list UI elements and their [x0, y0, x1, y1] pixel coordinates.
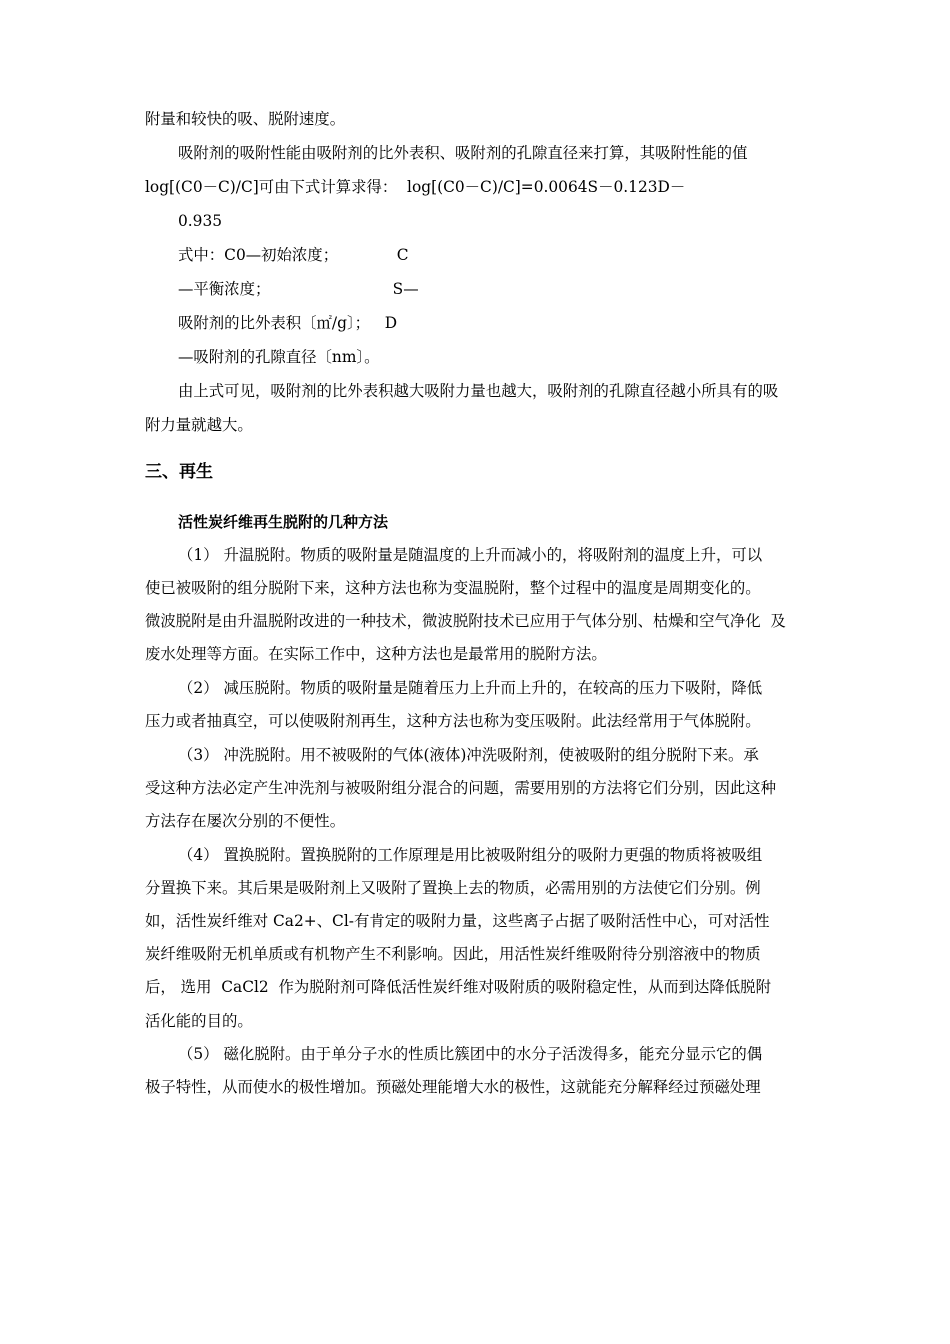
text-line: 附量和较快的吸、脱附速度。: [145, 110, 346, 128]
text-line: 方法存在屡次分别的不便性。: [145, 812, 346, 830]
text-line: 附力量就越大。: [145, 416, 253, 434]
text-line: （5） 磁化脱附。由于单分子水的性质比簇团中的水分子活泼得多，能充分显示它的偶: [178, 1045, 763, 1063]
text-line: 由上式可见，吸附剂的比外表积越大吸附力量也越大，吸附剂的孔隙直径越小所具有的吸: [178, 382, 779, 400]
text-line: 炭纤维吸附无机单质或有机物产生不利影响。因此，用活性炭纤维吸附待分别溶液中的物质: [145, 945, 761, 963]
text-line: 微波脱附是由升温脱附改进的一种技术，微波脱附技术已应用于气体分别、枯燥和空气净化 及: [145, 612, 786, 630]
text-line: 如，活性炭纤维对 Ca2+、Cl-有肯定的吸附力量，这些离子占据了吸附活性中心，可对活性: [145, 912, 770, 930]
formula-line: 0.935: [178, 212, 223, 230]
formula-line: —平衡浓度； S—: [178, 280, 419, 298]
text-line: （1） 升温脱附。物质的吸附量是随温度的上升而减小的，将吸附剂的温度上升，可以: [178, 546, 763, 564]
text-line: 分置换下来。其后果是吸附剂上又吸附了置换上去的物质，必需用别的方法使它们分别。例: [145, 879, 761, 897]
section-heading: 三、再生: [145, 462, 213, 482]
sub-heading: 活性炭纤维再生脱附的几种方法: [178, 513, 389, 531]
text-line: （2） 减压脱附。物质的吸附量是随着压力上升而上升的，在较高的压力下吸附，降低: [178, 679, 763, 697]
text-line: log[(C0－C)/C]可由下式计算求得： log[(C0－C)/C]=0.0064S－0.123D－: [145, 178, 686, 196]
text-line: 极子特性，从而使水的极性增加。预磁处理能增大水的极性，这就能充分解释经过预磁处理: [145, 1078, 761, 1096]
text-line: （4） 置换脱附。置换脱附的工作原理是用比被吸附组分的吸附力更强的物质将被吸组: [178, 846, 763, 864]
formula-line: 吸附剂的比外表积〔㎡/g〕； D: [178, 314, 398, 332]
text-line: 压力或者抽真空，可以使吸附剂再生，这种方法也称为变压吸附。此法经常用于气体脱附。: [145, 712, 761, 730]
text-line: 后， 选用 CaCl2 作为脱附剂可降低活性炭纤维对吸附质的吸附稳定性，从而到达降低脱附: [145, 978, 771, 996]
text-line: 活化能的目的。: [145, 1012, 253, 1030]
text-line: 吸附剂的吸附性能由吸附剂的比外表积、吸附剂的孔隙直径来打算，其吸附性能的值: [178, 144, 748, 162]
text-line: 废水处理等方面。在实际工作中，这种方法也是最常用的脱附方法。: [145, 645, 607, 663]
formula-line: —吸附剂的孔隙直径〔nm〕。: [178, 348, 380, 366]
text-line: 受这种方法必定产生冲洗剂与被吸附组分混合的问题，需要用别的方法将它们分别，因此这种: [145, 779, 777, 797]
text-line: 使已被吸附的组分脱附下来，这种方法也称为变温脱附，整个过程中的温度是周期变化的。: [145, 579, 761, 597]
formula-line: 式中：C0—初始浓度； C: [178, 246, 409, 264]
text-line: （3） 冲洗脱附。用不被吸附的气体(液体)冲洗吸附剂，使被吸附的组分脱附下来。承: [178, 746, 759, 764]
